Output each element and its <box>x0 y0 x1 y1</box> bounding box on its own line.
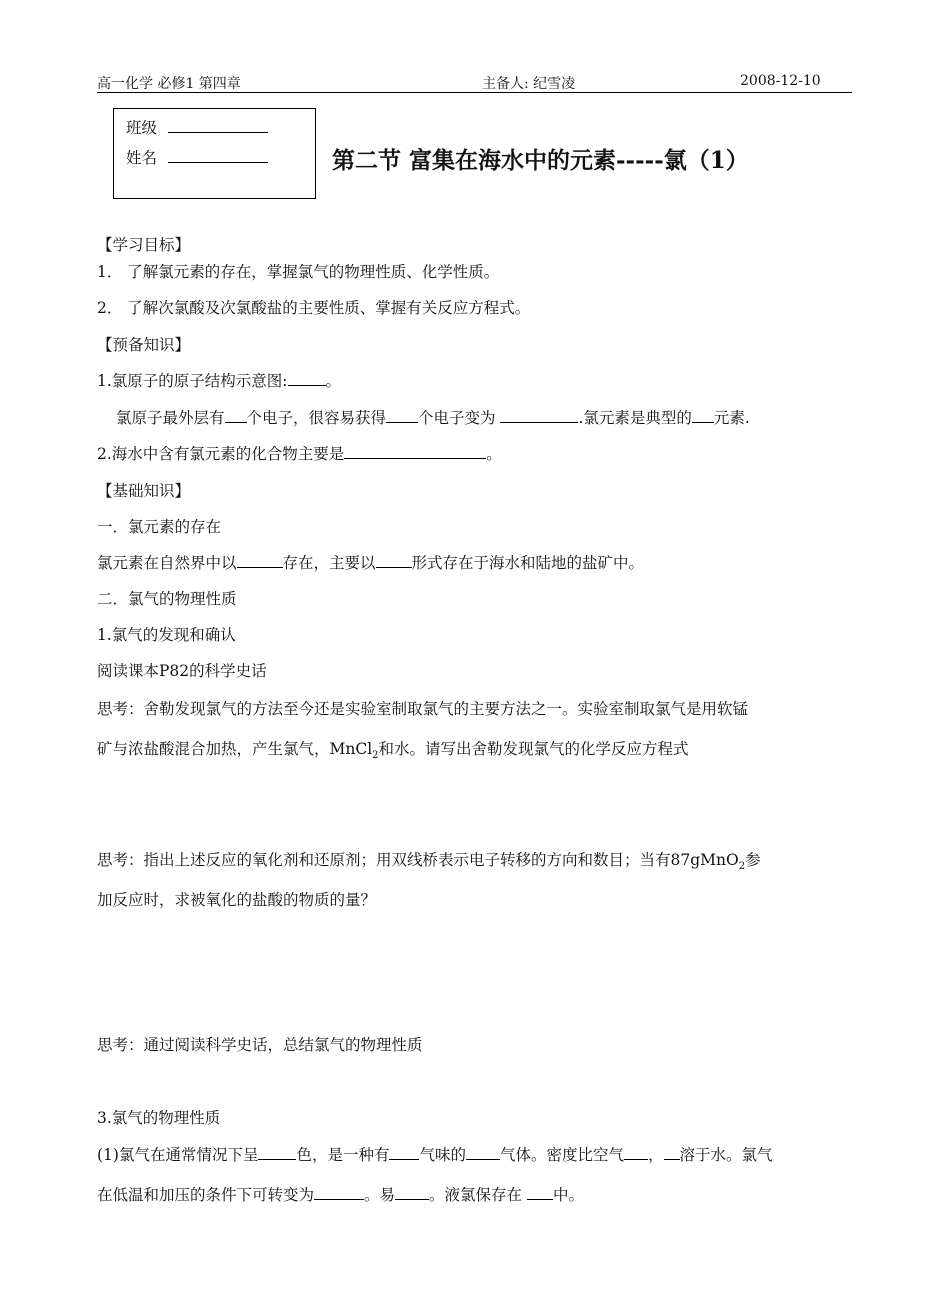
class-row <box>126 116 268 138</box>
prep-q1-detail-t2: 个电子，很容易获得 <box>246 409 387 427</box>
think-1-line-2 <box>97 737 689 761</box>
page-title: 第二节 富集在海水中的元素-----氯（1） <box>332 147 749 174</box>
prep-heading: 【预备知识】 <box>97 336 191 354</box>
property-line-1 <box>97 1143 773 1165</box>
goals-heading: 【学习目标】 <box>97 236 191 254</box>
think-3: 思考：通过阅读科学史话，总结氯气的物理性质 <box>97 1036 423 1054</box>
name-label: 姓名 <box>126 149 158 167</box>
prep-q1-detail-t1: 氯原子最外层有 <box>116 409 225 427</box>
p2-t2: 。易 <box>364 1186 396 1204</box>
think-1-subscript: 2 <box>372 750 379 762</box>
prep-q2 <box>97 442 502 464</box>
basic-heading: 【基础知识】 <box>97 482 191 500</box>
page-header <box>97 72 852 93</box>
prep-q1-detail-t5: 元素. <box>713 409 750 427</box>
goal-item-1: 1． 了解氯元素的存在，掌握氯气的物理性质、化学性质。 <box>97 263 500 281</box>
s1-blank-state[interactable] <box>237 552 283 568</box>
p1-t6: 溶于水。氯气 <box>679 1146 773 1164</box>
prep-q2-text: 2.海水中含有氯元素的化合物主要是 <box>97 445 345 463</box>
name-row <box>126 146 268 168</box>
p2-t1: 在低温和加压的条件下可转变为 <box>97 1186 315 1204</box>
think-2-line-1 <box>97 848 761 872</box>
prep-q2-end: 。 <box>486 445 502 463</box>
s1-t1: 氯元素在自然界中以 <box>97 554 237 572</box>
section-1-text <box>97 551 644 573</box>
student-info-box <box>113 108 316 199</box>
prep-q1-text: 1.氯原子的原子结构示意图: <box>97 372 288 390</box>
p1-blank-color[interactable] <box>258 1144 296 1160</box>
section-2-3-title: 3.氯气的物理性质 <box>97 1109 221 1127</box>
p1-t2: 色，是一种有 <box>296 1146 390 1164</box>
s1-blank-form[interactable] <box>376 552 412 568</box>
p1-t5: ， <box>648 1146 664 1164</box>
header-author: 主备人: 纪雪凌 <box>482 76 576 92</box>
name-blank[interactable] <box>168 148 268 163</box>
p2-blank-property[interactable] <box>395 1184 429 1200</box>
think-2-line-2: 加反应时，求被氧化的盐酸的物质的量？ <box>97 891 377 909</box>
prep-q1-blank[interactable] <box>288 370 326 386</box>
prep-blank-ion[interactable] <box>500 407 578 423</box>
prep-q1-end: 。 <box>325 372 342 390</box>
p2-t4: 中。 <box>552 1186 584 1204</box>
think-1-line-1: 思考：舍勒发现氯气的方法至今还是实验室制取氯气的主要方法之一。实验室制取氯气是用软锰 <box>97 700 749 718</box>
p1-blank-solubility[interactable] <box>664 1144 680 1160</box>
property-line-2 <box>97 1183 584 1205</box>
prep-blank-type[interactable] <box>692 407 714 423</box>
prep-blank-gain[interactable] <box>386 407 418 423</box>
s1-t2: 存在，主要以 <box>282 554 376 572</box>
p1-t4: 气体。密度比空气 <box>500 1146 625 1164</box>
p2-blank-container[interactable] <box>527 1184 553 1200</box>
think-2-l1b: 参 <box>745 851 761 869</box>
think-2-subscript: 2 <box>738 861 746 873</box>
prep-q1 <box>97 369 341 391</box>
prep-q1-detail <box>116 406 750 428</box>
prep-q1-detail-t3: 个电子变为 <box>418 409 501 427</box>
p1-blank-density[interactable] <box>624 1144 648 1160</box>
class-label: 班级 <box>126 119 158 137</box>
p1-blank-smell[interactable] <box>389 1144 419 1160</box>
goal-item-2: 2． 了解次氯酸及次氯酸盐的主要性质、掌握有关反应方程式。 <box>97 299 531 317</box>
p1-blank-toxic[interactable] <box>466 1144 500 1160</box>
prep-q1-detail-t4: .氯元素是典型的 <box>578 409 692 427</box>
section-1-title: 一．氯元素的存在 <box>97 518 222 536</box>
prep-q2-blank[interactable] <box>344 443 486 459</box>
p2-t3: 。液氯保存在 <box>429 1186 527 1204</box>
p1-t1: (1)氯气在通常情况下呈 <box>97 1146 259 1164</box>
s1-t3: 形式存在于海水和陆地的盐矿中。 <box>411 554 645 572</box>
class-blank[interactable] <box>168 118 268 133</box>
reading-note: 阅读课本P82的科学史话 <box>97 662 267 680</box>
section-2-1-title: 1.氯气的发现和确认 <box>97 626 236 644</box>
p2-blank-liquid[interactable] <box>314 1184 364 1200</box>
section-2-title: 二．氯气的物理性质 <box>97 590 237 608</box>
think-1-l2b: 和水。请写出舍勒发现氯气的化学反应方程式 <box>378 740 689 758</box>
p1-t3: 气味的 <box>419 1146 466 1164</box>
think-2-l1a: 思考：指出上述反应的氧化剂和还原剂；用双线桥表示电子转移的方向和数目；当有87gMnO <box>97 851 739 869</box>
prep-blank-electrons[interactable] <box>225 407 247 423</box>
header-date: 2008-12-10 <box>740 73 821 89</box>
think-1-l2a: 矿与浓盐酸混合加热，产生氯气，MnCl <box>97 740 373 758</box>
header-course: 高一化学 必修1 第四章 <box>97 76 241 92</box>
